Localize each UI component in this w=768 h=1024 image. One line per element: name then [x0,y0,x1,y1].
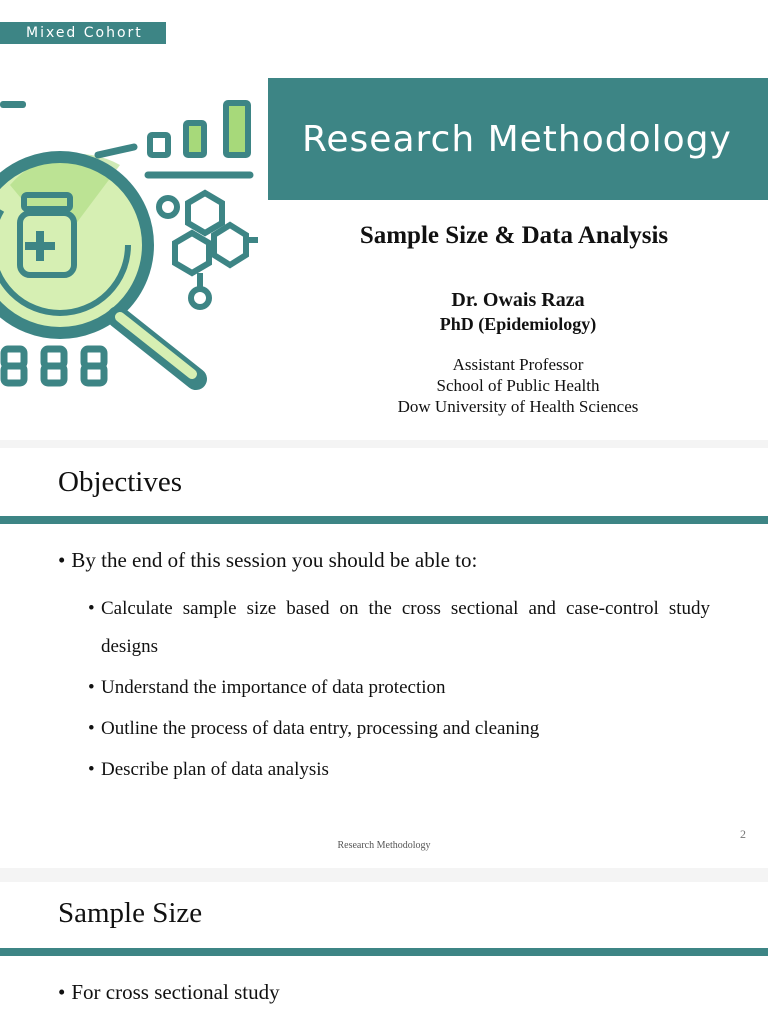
presentation-subtitle: Sample Size & Data Analysis [359,222,669,249]
bullet-icon: • [88,718,95,739]
intro-bullet [58,548,477,573]
affiliation-line: School of Public Health [436,376,600,395]
objective-text: Understand the importance of data protection [101,677,446,698]
objectives-slide [0,448,768,868]
bullet-icon: • [58,548,66,572]
list-item [88,710,710,748]
bullet-icon: • [88,759,95,780]
author-name: Dr. Owais Raza [451,289,585,311]
bullet-icon: • [58,980,66,1004]
author-degree: PhD (Epidemiology) [439,314,597,334]
intro-bullet-text: By the end of this session you should be able to: [71,548,478,572]
presentation-title: Research Methodology [268,78,768,200]
slide-heading: Objectives [58,466,183,498]
bullet-item [58,980,280,1005]
affiliation-line: Assistant Professor [452,355,584,374]
slide-gap [0,868,768,882]
bullet-text: For cross sectional study [71,980,280,1004]
list-item [88,751,710,789]
research-magnifier-illustration [0,95,260,395]
objective-text: Describe plan of data analysis [101,759,329,780]
list-item [88,669,710,707]
cohort-tag: Mixed Cohort [0,22,166,44]
heading-rule [0,516,768,524]
title-slide [0,0,768,440]
objective-text: Calculate sample size based on the cross sectional and case-control study designs [101,598,710,657]
author-block [268,287,768,335]
affiliation-line: Dow University of Health Sciences [397,397,639,416]
slide-footer: Research Methodology [337,840,431,851]
slide-gap [0,440,768,448]
list-item [88,590,710,666]
objectives-list [88,590,710,792]
affiliation-block [268,354,768,417]
bullet-icon: • [88,677,95,698]
page-number: 2 [740,827,746,841]
bullet-icon: • [88,598,95,619]
heading-rule [0,948,768,956]
objective-text: Outline the process of data entry, processing and cleaning [101,718,540,739]
slide-heading: Sample Size [58,897,203,929]
sample-size-slide [0,882,768,1024]
